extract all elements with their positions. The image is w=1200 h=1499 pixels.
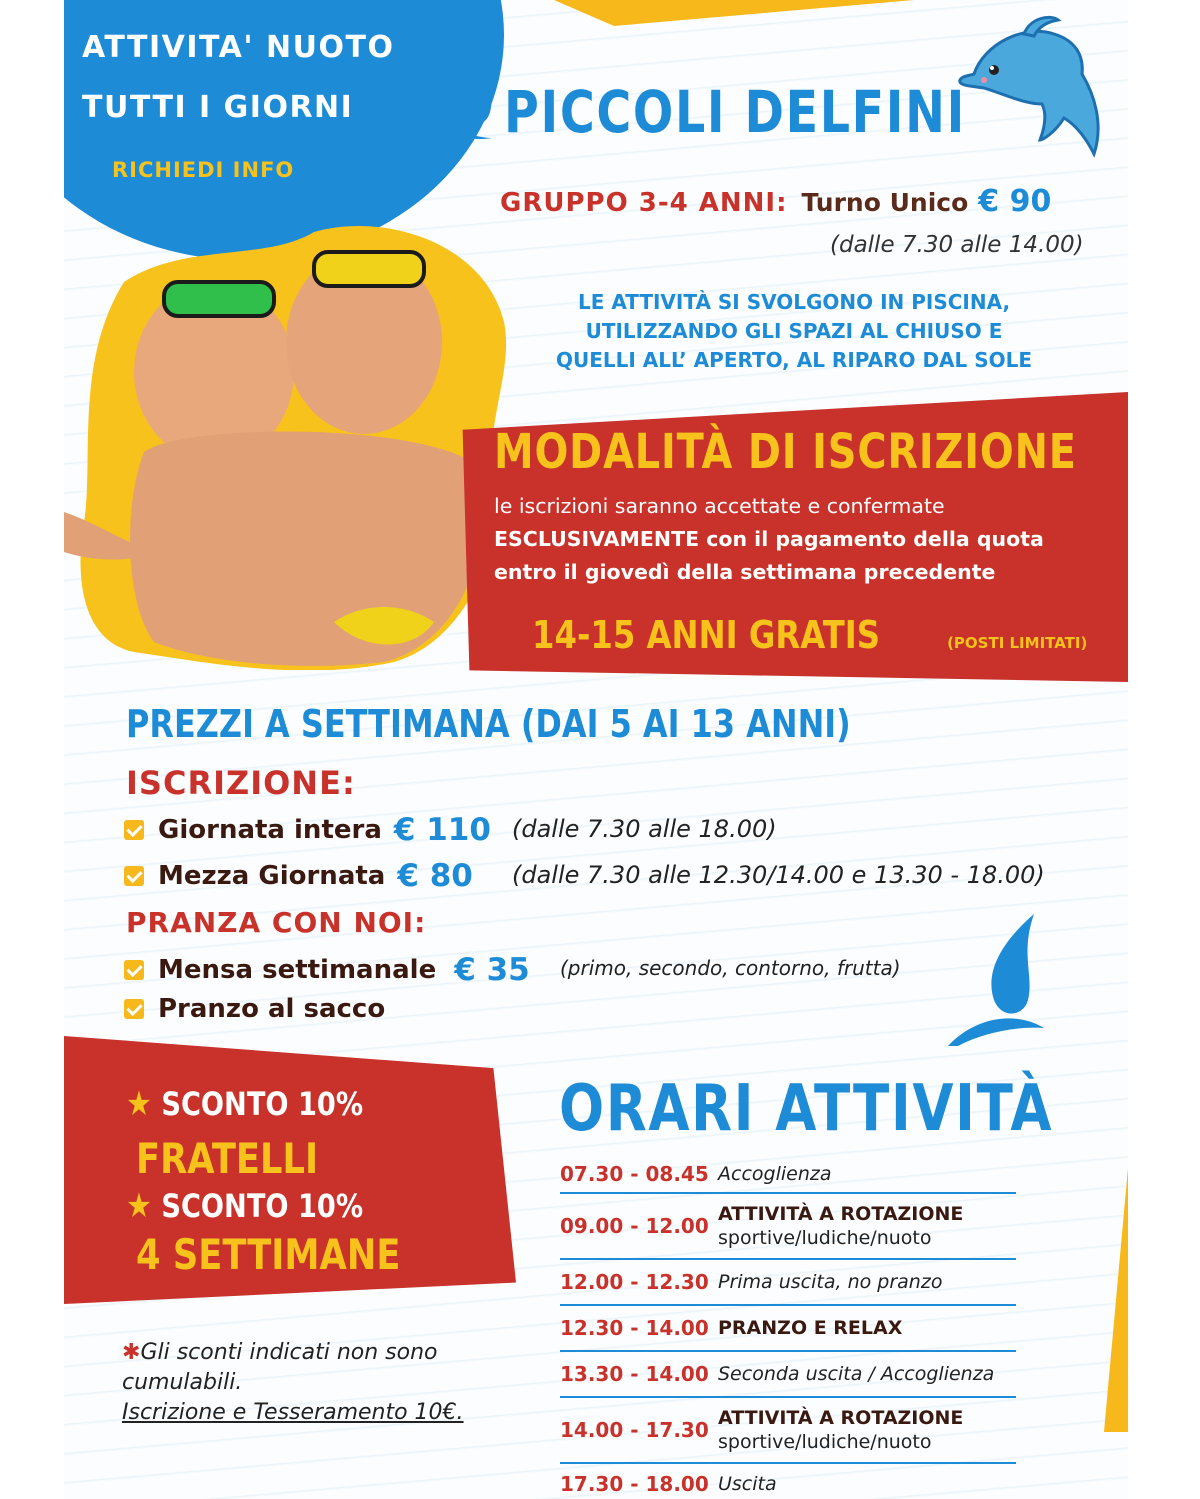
right-yellow-triangle	[1104, 992, 1128, 1432]
sconto-1-text: SCONTO 10%	[161, 1085, 364, 1123]
checkbox-icon	[124, 960, 144, 980]
sconto-2	[126, 1186, 363, 1226]
iscrizione-label: ISCRIZIONE:	[126, 764, 356, 802]
orari-time: 12.00 - 12.30	[560, 1270, 709, 1294]
item-giornata-intera	[124, 812, 491, 848]
orari-time: 14.00 - 17.30	[560, 1418, 709, 1442]
circle-info: RICHIEDI INFO	[112, 158, 295, 182]
orari-time: 07.30 - 08.45	[560, 1162, 709, 1186]
item-price: € 110	[393, 812, 491, 848]
sconto-2-text: SCONTO 10%	[161, 1187, 364, 1225]
main-title: PICCOLI DELFINI	[504, 78, 966, 146]
modalita-text	[494, 490, 1128, 589]
orari-desc: Seconda uscita / Accoglienza	[718, 1363, 995, 1385]
item-label: Giornata intera	[158, 815, 382, 845]
orari-row	[560, 1464, 1016, 1499]
gruppo-turno: Turno Unico	[801, 188, 969, 217]
orari-desc-block	[718, 1202, 963, 1250]
gruppo-label: GRUPPO 3-4 ANNI:	[500, 188, 788, 218]
dolphin-icon	[954, 14, 1114, 164]
orari-row	[560, 1194, 1016, 1260]
orari-desc: Accoglienza	[718, 1163, 832, 1185]
disclaimer	[122, 1338, 522, 1428]
modalita-line-1: le iscrizioni saranno accettate e confermate	[494, 494, 945, 518]
item-note: (primo, secondo, contorno, frutta)	[560, 956, 901, 980]
splash-right-icon	[944, 910, 1054, 1050]
item-price: € 80	[397, 858, 473, 894]
item-pranzo-sacco	[124, 994, 385, 1024]
item-note: (dalle 7.30 alle 12.30/14.00 e 13.30 - 18.00)	[512, 861, 1045, 889]
item-label: Pranzo al sacco	[158, 994, 386, 1024]
checkbox-icon	[124, 866, 144, 886]
circle-line-1: ATTIVITA' NUOTO	[82, 30, 395, 65]
item-price: € 35	[454, 952, 530, 988]
orari-desc-block	[718, 1406, 963, 1454]
modalita-line-2: ESCLUSIVAMENTE con il pagamento della quota	[494, 527, 1044, 551]
flyer-page	[64, 0, 1128, 1499]
orari-activity-title: ATTIVITÀ A ROTAZIONE	[718, 1203, 964, 1225]
gruppo-price: € 90	[978, 184, 1052, 219]
orari-time: 12.30 - 14.00	[560, 1316, 709, 1340]
info-line-2: UTILIZZANDO GLI SPAZI AL CHIUSO E	[585, 319, 1003, 343]
orari-time: 13.30 - 14.00	[560, 1362, 709, 1386]
modalita-title: MODALITÀ DI ISCRIZIONE	[494, 424, 1077, 480]
star-icon: ★	[126, 1084, 152, 1124]
checkbox-icon	[124, 999, 144, 1019]
kids-photo	[64, 222, 524, 670]
orari-desc: sportive/ludiche/nuoto	[718, 1431, 932, 1453]
orari-row	[560, 1352, 1016, 1398]
item-mensa	[124, 952, 530, 988]
orari-desc: Uscita	[718, 1473, 777, 1495]
gratis-note: (POSTI LIMITATI)	[947, 634, 1088, 652]
gratis-text: 14-15 ANNI GRATIS	[532, 613, 881, 657]
orari-row	[560, 1260, 1016, 1306]
disclaimer-line-2: Iscrizione e Tesseramento 10€.	[122, 1400, 464, 1425]
asterisk-icon: ✱	[122, 1340, 141, 1365]
orari-row	[560, 1306, 1016, 1352]
splash-icon	[430, 42, 510, 142]
circle-line-2: TUTTI I GIORNI	[82, 90, 354, 125]
activity-info	[514, 288, 1074, 375]
top-yellow-triangle	[554, 0, 914, 26]
info-line-1: LE ATTIVITÀ SI SVOLGONO IN PISCINA,	[577, 290, 1011, 314]
pranzo-label: PRANZA CON NOI:	[126, 906, 427, 939]
item-mezza-giornata	[124, 858, 473, 894]
item-label: Mezza Giornata	[158, 861, 386, 891]
sconto-fratelli: FRATELLI	[136, 1134, 319, 1183]
orari-desc-block	[718, 1316, 902, 1340]
orari-time: 09.00 - 12.00	[560, 1214, 709, 1238]
sconto-settimane: 4 SETTIMANE	[136, 1230, 401, 1279]
orari-row	[560, 1156, 1016, 1194]
gratis-line	[532, 613, 1087, 657]
disclaimer-line-1: Gli sconti indicati non sono cumulabili.	[122, 1340, 438, 1395]
orari-time: 17.30 - 18.00	[560, 1472, 709, 1496]
prezzi-title: PREZZI A SETTIMANA (DAI 5 AI 13 ANNI)	[126, 702, 851, 746]
item-label: Mensa settimanale	[158, 955, 437, 985]
orari-activity-title: ATTIVITÀ A ROTAZIONE	[718, 1407, 964, 1429]
item-note: (dalle 7.30 alle 18.00)	[512, 815, 777, 843]
checkbox-icon	[124, 820, 144, 840]
orari-activity-title: PRANZO E RELAX	[718, 1317, 903, 1339]
orari-title: ORARI ATTIVITÀ	[559, 1072, 1054, 1146]
orari-table	[560, 1156, 1016, 1499]
orari-desc: Prima uscita, no pranzo	[718, 1271, 943, 1293]
modalita-line-3: entro il giovedì della settimana precedente	[494, 560, 996, 584]
orari-desc: sportive/ludiche/nuoto	[718, 1227, 932, 1249]
gruppo-line	[500, 184, 1051, 219]
gruppo-hours: (dalle 7.30 alle 14.00)	[830, 232, 1084, 258]
star-icon: ★	[126, 1186, 152, 1226]
orari-row	[560, 1398, 1016, 1464]
info-line-3: QUELLI ALL’ APERTO, AL RIPARO DAL SOLE	[555, 348, 1033, 372]
sconto-1	[126, 1084, 363, 1124]
